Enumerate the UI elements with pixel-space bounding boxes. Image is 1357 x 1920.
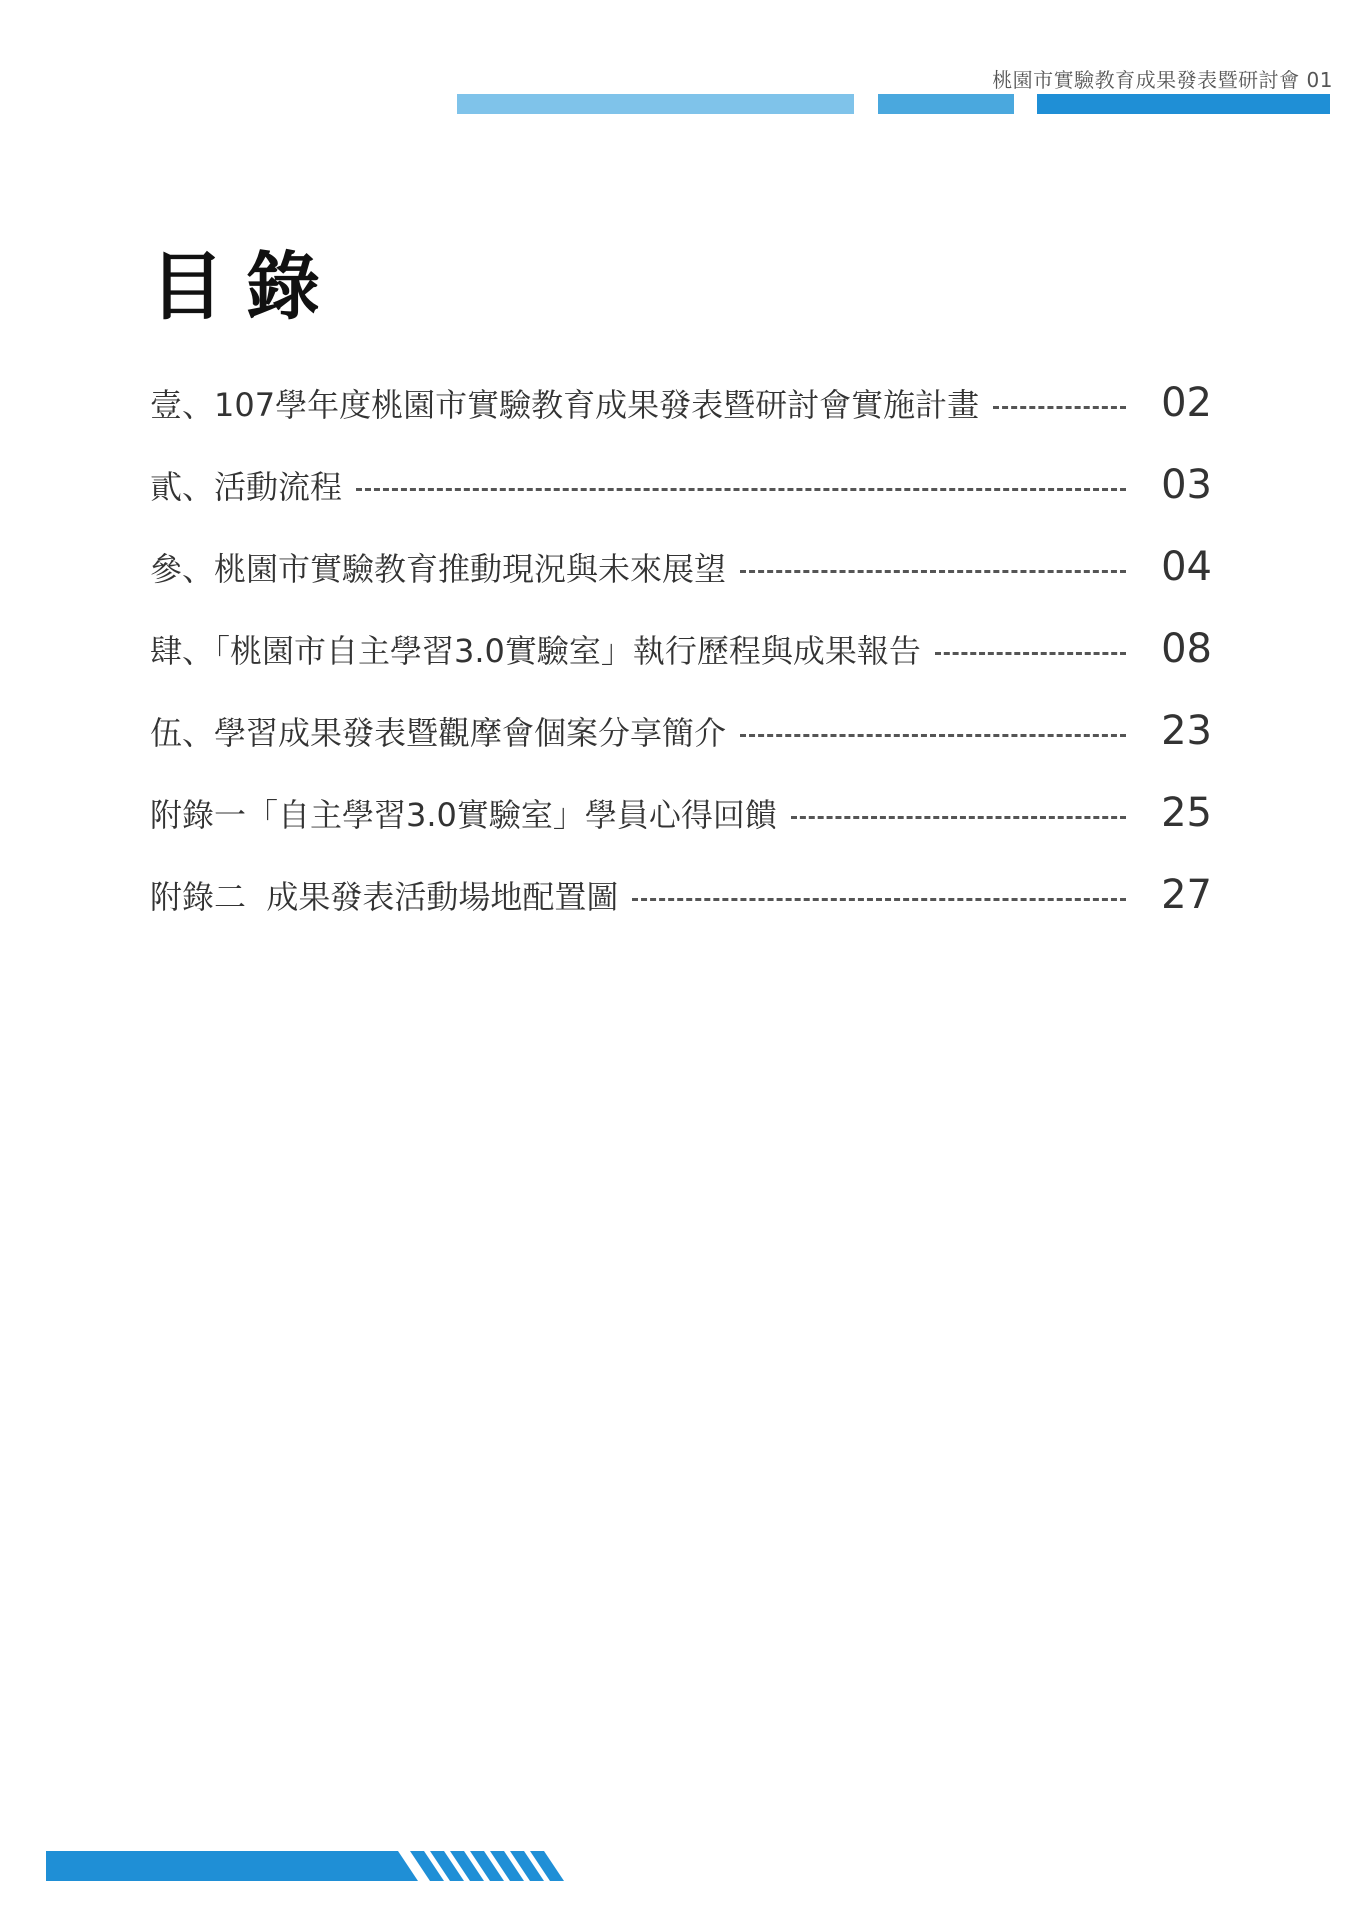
running-title: 桃園市實驗教育成果發表暨研討會 01 — [992, 68, 1333, 92]
toc-item-label: 參、桃園市實驗教育推動現況與未來展望 — [150, 550, 727, 588]
toc-item-page: 08 — [1161, 626, 1212, 672]
header-bar-dark — [1037, 94, 1330, 114]
toc-leader — [632, 898, 1126, 901]
toc-item-label: 壹、107學年度桃園市實驗教育成果發表暨研討會實施計畫 — [150, 386, 980, 424]
header-bar-mid — [878, 94, 1014, 114]
toc-leader — [791, 816, 1126, 819]
toc-item-page: 03 — [1161, 462, 1212, 508]
toc-leader — [740, 570, 1126, 573]
toc-item-page: 04 — [1161, 544, 1212, 590]
toc-leader — [935, 652, 1126, 655]
toc-item[interactable] — [150, 690, 1212, 772]
toc-item[interactable] — [150, 526, 1212, 608]
toc-item-label: 伍、學習成果發表暨觀摩會個案分享簡介 — [150, 714, 727, 752]
toc-item[interactable] — [150, 362, 1212, 444]
toc-item[interactable] — [150, 444, 1212, 526]
toc-item[interactable] — [150, 608, 1212, 690]
toc-list — [150, 362, 1212, 936]
toc-leader — [993, 406, 1126, 409]
toc-item[interactable] — [150, 772, 1212, 854]
toc-item-page: 23 — [1161, 708, 1212, 754]
toc-leader — [356, 488, 1126, 491]
header-bar-light — [457, 94, 854, 114]
toc-leader — [740, 734, 1126, 737]
footer-stripe-band — [46, 1851, 586, 1881]
toc-item-label: 附錄二 成果發表活動場地配置圖 — [150, 878, 619, 916]
toc-item-page: 25 — [1161, 790, 1212, 836]
toc-title: 目錄 — [150, 244, 342, 330]
toc-item-label: 貳、活動流程 — [150, 468, 343, 506]
toc-item-label: 肆、「桃園市自主學習3.0實驗室」執行歷程與成果報告 — [150, 632, 921, 670]
toc-item-page: 27 — [1161, 872, 1212, 918]
toc-item-label: 附錄一「自主學習3.0實驗室」學員心得回饋 — [150, 796, 777, 834]
toc-item-page: 02 — [1161, 380, 1212, 426]
toc-item[interactable] — [150, 854, 1212, 936]
